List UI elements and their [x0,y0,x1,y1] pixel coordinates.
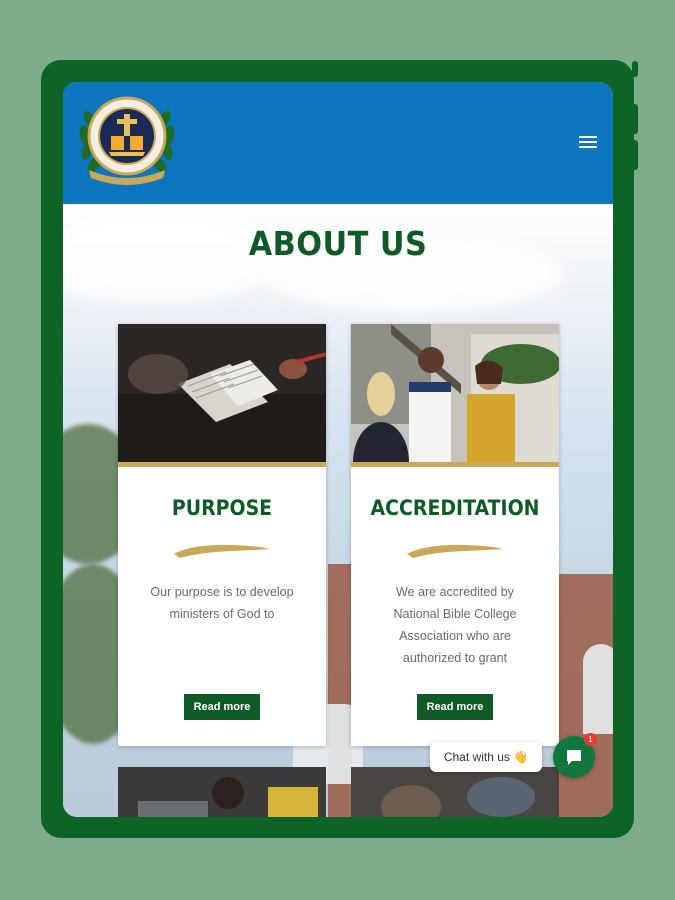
volume-up-button [632,104,638,134]
volume-down-button [632,140,638,170]
card-description: We are accredited by National Bible College Association who are authorized to grant [393,585,517,665]
card-description: Our purpose is to develop ministers of God to [150,585,294,621]
gold-divider [118,462,326,467]
site-header [63,82,613,204]
brush-stroke-icon [405,538,505,560]
students-talking-photo [351,324,559,462]
card-thumbnail [351,767,559,817]
card-thumbnail [118,767,326,817]
notification-badge: 1 [584,733,597,746]
hamburger-menu-icon[interactable] [579,136,597,150]
read-more-button[interactable]: Read more [184,694,260,720]
screen [63,82,613,817]
chat-button[interactable] [553,736,595,778]
about-section [63,204,613,817]
chapel-window [583,644,613,734]
card-heading: ACCREDITATION [370,496,540,520]
chat-with-us-bubble[interactable]: Chat with us 👋 [430,742,542,772]
university-seal-icon[interactable] [73,90,181,190]
card-heading: PURPOSE [171,496,273,520]
brush-stroke-icon [172,538,272,560]
purpose-card [118,324,326,746]
accreditation-card [351,324,559,746]
power-button [632,61,638,77]
read-more-button[interactable]: Read more [417,694,493,720]
open-bible-photo [118,324,326,462]
gold-divider [351,462,559,467]
page-title: ABOUT US [248,224,428,263]
tablet-frame [41,60,634,838]
